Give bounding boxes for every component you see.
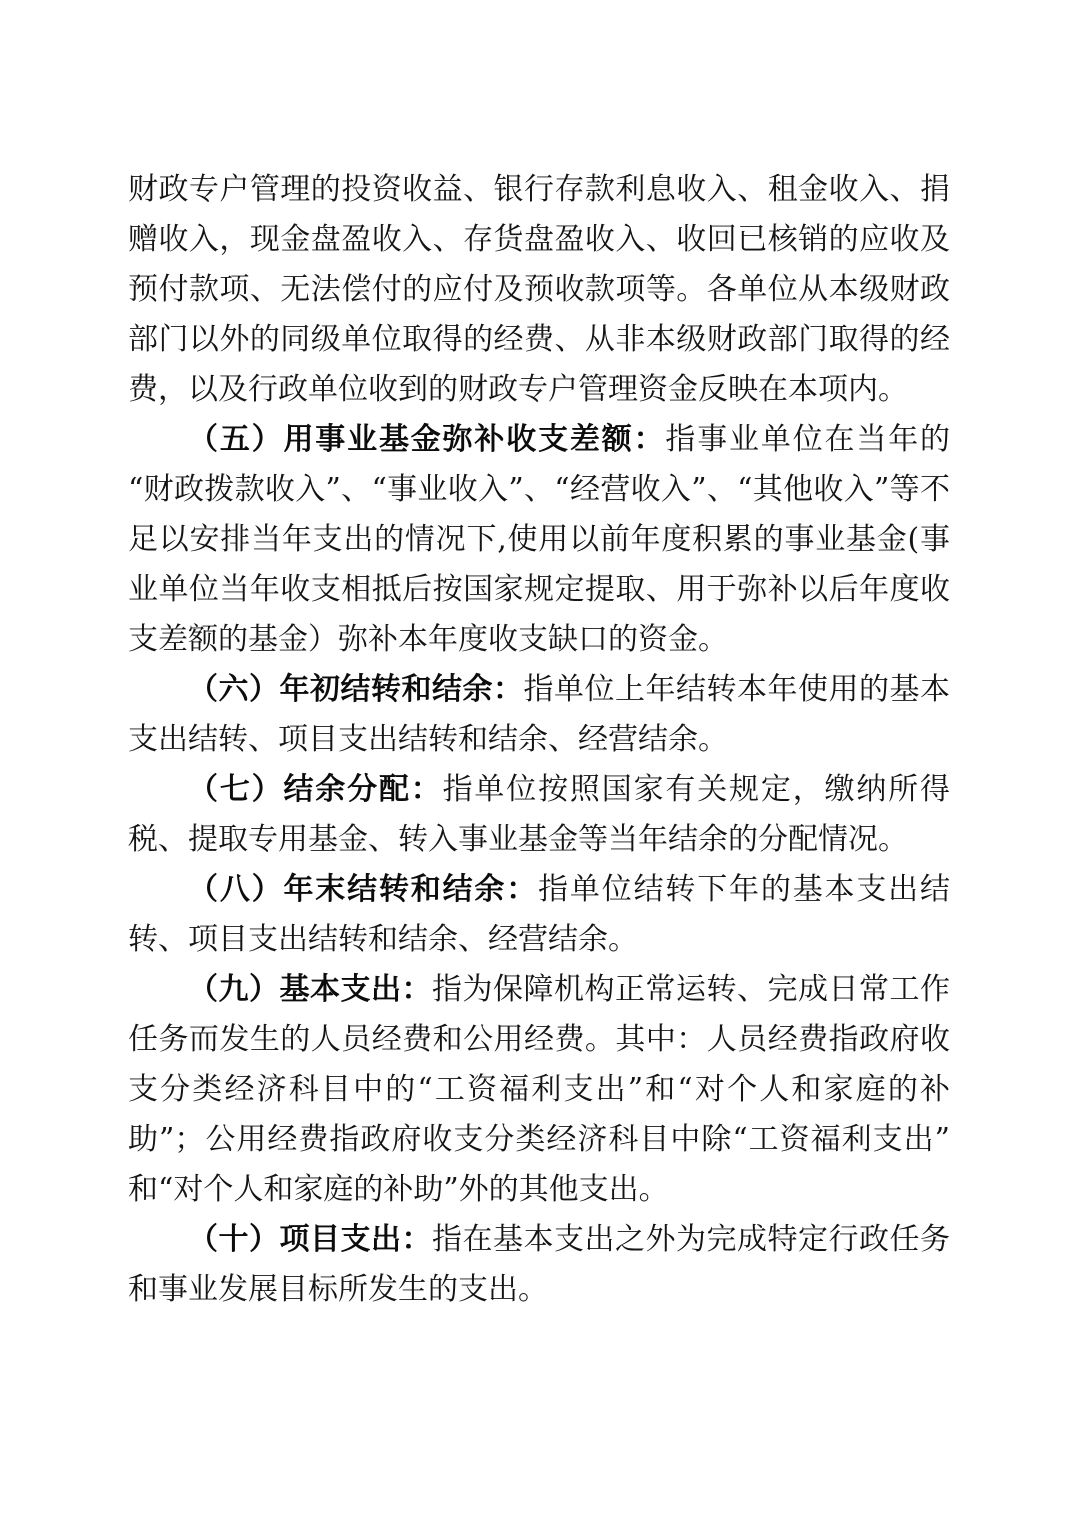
paragraph-item-9 (128, 965, 950, 1215)
paragraph-item-7 (128, 765, 950, 865)
body-text: 指事业单位在当年的“财政拨款收入”、“事业收入”、“经营收入”、“其他收入”等不足以安排当年支出的情况下,使用以前年度积累的事业基金(事业单位当年收支相抵后按国家规定提取、用于弥补以后年度收支差额的基金）弥补本年度收支缺口的资金。 (128, 422, 951, 657)
section-heading: （七）结余分配： (188, 772, 443, 807)
body-text: 指在基本支出之外为完成特定行政任务和事业发展目标所发生的支出。 (128, 1222, 950, 1307)
body-text: 指为保障机构正常运转、完成日常工作任务而发生的人员经费和公用经费。其中：人员经费指政府收支分类经济科目中的“工资福利支出”和“对个人和家庭的补助”；公用经费指政府收支分类经济科目中除“工资福利支出”和“对个人和家庭的补助”外的其他支出。 (128, 972, 950, 1207)
section-heading: （八）年末结转和结余： (188, 872, 539, 907)
body-text: 指单位结转下年的基本支出结转、项目支出结转和结余、经营结余。 (128, 872, 951, 957)
paragraph-item-5 (128, 415, 950, 665)
paragraph-continuation-other-income (128, 165, 950, 415)
section-heading: （五）用事业基金弥补收支差额： (188, 422, 666, 457)
paragraph-item-6 (128, 665, 950, 765)
body-text: 指单位按照国家有关规定，缴纳所得税、提取专用基金、转入事业基金等当年结余的分配情况。 (128, 772, 951, 857)
paragraph-item-10 (128, 1215, 950, 1315)
section-heading: （九）基本支出： (188, 972, 432, 1007)
text-block (128, 165, 950, 1315)
section-heading: （十）项目支出： (188, 1222, 432, 1257)
paragraph-item-8 (128, 865, 950, 965)
body-text: 财政专户管理的投资收益、银行存款利息收入、租金收入、捐赠收入，现金盘盈收入、存货盘盈收入、收回已核销的应收及预付款项、无法偿付的应付及预收款项等。各单位从本级财政部门以外的同级单位取得的经费、从非本级财政部门取得的经费，以及行政单位收到的财政专户管理资金反映在本项内。 (128, 172, 950, 407)
section-heading: （六）年初结转和结余： (188, 672, 524, 707)
body-text: 指单位上年结转本年使用的基本支出结转、项目支出结转和结余、经营结余。 (128, 672, 950, 757)
